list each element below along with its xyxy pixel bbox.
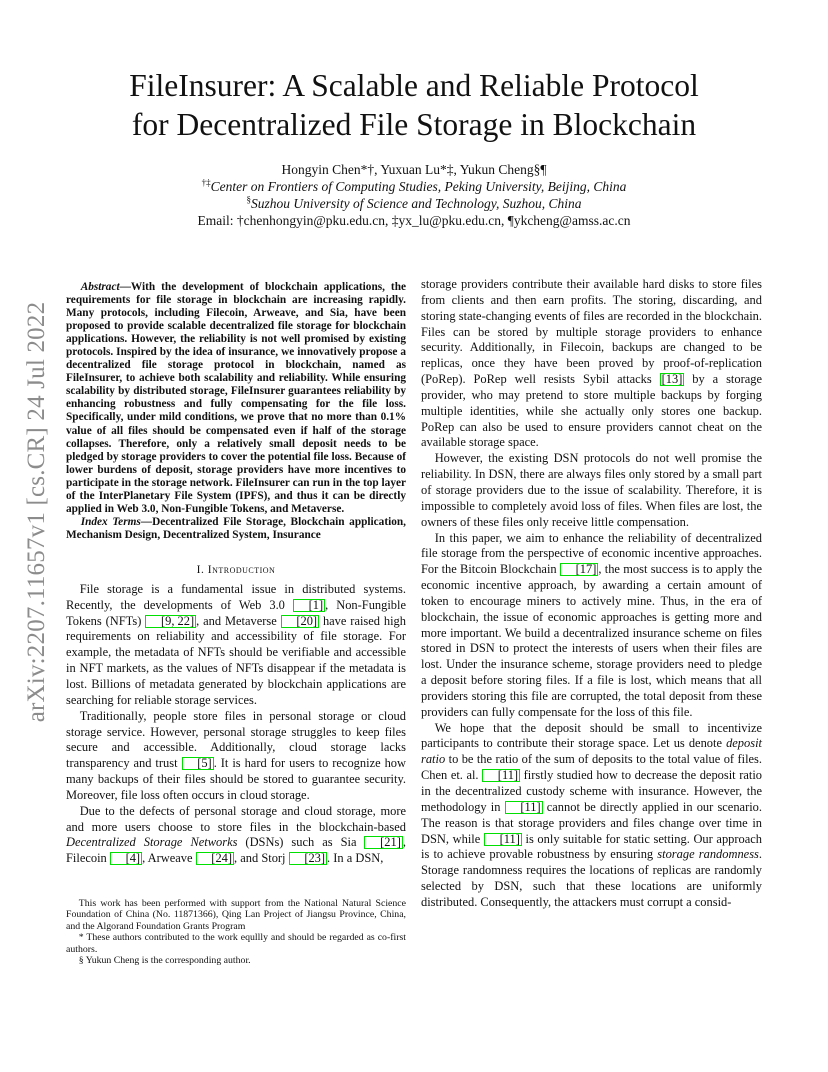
citation-link[interactable]: [21] (364, 836, 402, 849)
section-heading-introduction: I. Introduction (196, 563, 276, 576)
footnotes (66, 898, 406, 966)
citation-link[interactable]: [20] (281, 615, 319, 628)
index-terms: Index Terms—Decentralized File Storage, Blockchain application, Mechanism Design, Decentralized System, Insurance (66, 515, 406, 541)
footnote-funding: This work has been performed with support from the National Natural Science Foundation of China (No. 11871366), Qing Lan Project of Jiangsu Province, China, and the Algorand Foundation Grants Program (66, 898, 406, 932)
title-line-2: for Decentralized File Storage in Blockchain (131, 107, 697, 142)
affiliation-2: §Suzhou University of Science and Technology, Suzhou, China (246, 194, 582, 211)
citation-link[interactable]: [4] (110, 852, 142, 865)
title-line-1: FileInsurer: A Scalable and Reliable Protocol (129, 68, 699, 103)
author-names: Hongyin Chen*†, Yuxuan Lu*‡, Yukun Cheng§¶ (281, 162, 547, 177)
paper-title (60, 66, 768, 144)
footnote-co-first: * These authors contributed to the work equllly and should be regarded as co-first authors. (66, 932, 406, 955)
citation-link[interactable]: [9, 22] (145, 615, 196, 628)
intro-paragraph-5: However, the existing DSN protocols do not well promise the reliability. In DSN, there are always files only stored by a small part of storage providers due to the issue of scalability. Therefore, it is impossible to completely avoid loss of files. When files are lost, the owners of these files only receive little compensation. (421, 451, 762, 529)
intro-paragraph-6: In this paper, we aim to enhance the reliability of decentralized file storage from the perspective of economic incentive approaches. For the Bitcoin Blockchain [17] , the most success is to apply the economic incentive approach, by awarding a certain amount of token to encourage miners to actively mine. Thus, in the era of blockchain, the issue of economic approaches is getting more and more important. We build a decentralized insurance scheme on files stored in DSN to protect the interests of users when their files are lost. Under the insurance scheme, storage providers need to pledge a deposit before storing files. If a file is lost, which means that all providers storing this file are corrupted, the total deposit from these providers can fully compensate for the loss of this file. (421, 530, 762, 719)
left-column (66, 281, 406, 867)
intro-paragraph-7: We hope that the deposit should be small to incentivize participants to contribute their storage space. Let us denote deposit ratio to be the ratio of the sum of deposits to the total value of files. Chen et. al. [11] firstly studied how to decrease the deposit ratio in the decentralized custody scheme with insurance. However, the methodology in [11] cannot be directly applied in our scenario. The reason is that storage providers and files change over time in DSN, while [11] is only suitable for static setting. Our approach is to achieve provable robustness by ensuring storage randomness. Storage randomness requires the locations of replicas are randomly selected by DSN, such that these locations are uniformly distributed. Consequently, the attackers must corrupt a consid- (421, 720, 762, 909)
abstract: Abstract—With the development of blockchain applications, the requirements for file storage in blockchain are increasing rapidly. Many protocols, including Filecoin, Arweave, and Sia, have been proposed to provide scalable decentralized file storage for blockchain applications. However, the reliability is not well promised by existing protocols. Inspired by the idea of insurance, we innovatively propose a decentralized file storage protocol in blockchain, named as FileInsurer, to achieve both scalability and reliability. While ensuring scalability by distributed storage, FileInsurer guarantees reliability by enhancing robustness and fully compensating for the file loss. Specifically, under mild conditions, we prove that no more than 0.1% value of all files should be compensated even if half of the storage collapses. Therefore, only a relatively small deposit needs to be pledged by storage providers to cover the potential file loss. Because of lower burdens of deposit, storage providers have more incentives to participate in the storage network. FileInsurer can run in the top layer of the InterPlanetary File System (IPFS), and thus it can be directly applied in Web 3.0, Non-Fungible Tokens, and Metaverse. (66, 281, 406, 515)
citation-link[interactable]: [17] (560, 563, 598, 576)
citation-link[interactable]: [1] (293, 599, 325, 612)
arxiv-stamp: arXiv:2207.11657v1 [cs.CR] 24 Jul 2022 (23, 301, 50, 723)
citation-link[interactable]: [11] (482, 769, 520, 782)
citation-link[interactable]: [11] (484, 833, 522, 846)
intro-paragraph-1: File storage is a fundamental issue in distributed systems. Recently, the developments of Web 3.0 [1] , Non-Fungible Tokens (NFTs) [9, 22] , and Metaverse [20] have raised high requirements on reliability and accessibility of file storage. For example, the metadata of NFTs should be verifiable and accessible in NFT markets, as the values of NFTs disappear if the metadata is lost. Billions of metadata generated by blockchain applications are searching for reliable storage services. (66, 581, 406, 707)
citation-link[interactable]: [13] (661, 372, 683, 387)
citation-link[interactable]: [23] (289, 852, 327, 865)
right-column (421, 277, 762, 911)
author-emails: Email: †chenhongyin@pku.edu.cn, ‡yx_lu@pku.edu.cn, ¶ykcheng@amss.ac.cn (197, 213, 631, 228)
intro-paragraph-3: Due to the defects of personal storage and cloud storage, more and more users choose to store files in the blockchain-based Decentralized Storage Networks (DSNs) such as Sia [21] , Filecoin [4] , Arweave [24] , and Storj [23] . In a DSN, (66, 803, 406, 866)
intro-paragraph-4: storage providers contribute their available hard disks to store files from clients and then earn profits. The storing, discarding, and storing state-changing events of files are recorded in the blockchain. Files can be stored by multiple storage providers to enhance security. Additionally, in Filecoin, backups are changed to be replicas, once they have been proved by proof-of-replication (PoRep). PoRep well resists Sybil attacks [13] by a storage provider, who may pretend to store multiple backups by forging multiple identities, while she actually only stores one backup. PoRep can also be used to ensure providers cannot cheat on the available storage space. (421, 277, 762, 450)
intro-paragraph-2: Traditionally, people store files in personal storage or cloud storage service. However, personal storage struggles to keep files secure and accessible. Additionally, cloud storage lacks transparency and trust [5] . It is hard for users to recognize how many backups of their files should be stored to guarantee security. Moreover, file loss often occurs in cloud storage. (66, 708, 406, 802)
citation-link[interactable]: [24] (196, 852, 234, 865)
citation-link[interactable]: [5] (182, 757, 214, 770)
footnote-corresponding: § Yukun Cheng is the corresponding author. (78, 955, 251, 967)
author-block (60, 161, 768, 229)
affiliation-1: †‡Center on Frontiers of Computing Studies, Peking University, Beijing, China (201, 177, 627, 194)
citation-link[interactable]: [11] (505, 801, 543, 814)
